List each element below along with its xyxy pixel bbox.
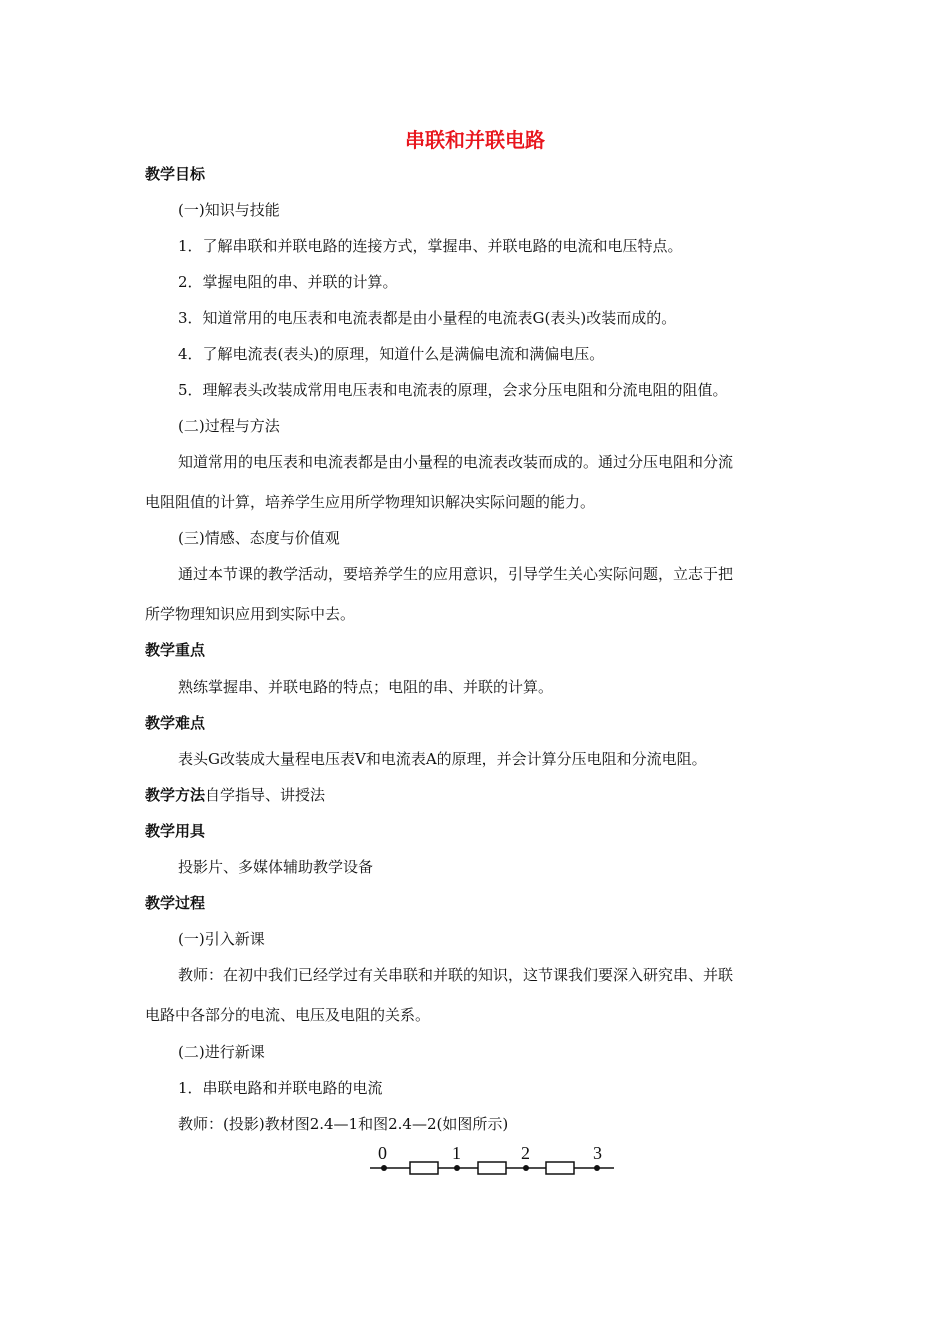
emotion-paragraph-line: 所学物理知识应用到实际中去。 <box>145 605 356 623</box>
resistor-symbol <box>546 1162 574 1174</box>
node-dot <box>381 1165 387 1171</box>
knowledge-item: 2．掌握电阻的串、并联的计算。 <box>178 273 398 291</box>
difficulty-heading: 教学难点 <box>145 714 206 732</box>
process-heading: (二)过程与方法 <box>178 417 280 435</box>
emotion-heading: (三)情感、态度与价值观 <box>178 529 340 547</box>
method-text: 自学指导、讲授法 <box>205 786 326 804</box>
series-circuit-figure <box>360 1140 620 1180</box>
emotion-paragraph-line: 通过本节课的教学活动，要培养学生的应用意识，引导学生关心实际问题，立志于把 <box>178 565 734 583</box>
objectives-heading: 教学目标 <box>145 165 206 183</box>
knowledge-item: 1．了解串联和并联电路的连接方式，掌握串、并联电路的电流和电压特点。 <box>178 237 683 255</box>
knowledge-item: 3．知道常用的电压表和电流表都是由小量程的电流表G(表头)改装而成的。 <box>178 309 677 327</box>
node-dot <box>594 1165 600 1171</box>
process-paragraph-line: 知道常用的电压表和电流表都是由小量程的电流表改装而成的。通过分压电阻和分流 <box>178 453 734 471</box>
node-label: 3 <box>593 1143 602 1163</box>
course-heading: 教学过程 <box>145 894 206 912</box>
knowledge-item: 4．了解电流表(表头)的原理，知道什么是满偏电流和满偏电压。 <box>178 345 605 363</box>
process-paragraph-line: 电阻阻值的计算，培养学生应用所学物理知识解决实际问题的能力。 <box>145 493 596 511</box>
node-dot <box>523 1165 529 1171</box>
teacher-line: 教师：(投影)教材图2.4—1和图2.4—2(如图所示) <box>178 1115 509 1133</box>
knowledge-heading: (一)知识与技能 <box>178 201 280 219</box>
tools-text: 投影片、多媒体辅助教学设备 <box>178 858 374 876</box>
difficulty-text: 表头G改装成大量程电压表V和电流表A的原理，并会计算分压电阻和分流电阻。 <box>178 750 707 768</box>
method-heading: 教学方法 <box>145 786 206 804</box>
intro-heading: (一)引入新课 <box>178 930 265 948</box>
node-dot <box>454 1165 460 1171</box>
key-text: 熟练掌握串、并联电路的特点；电阻的串、并联的计算。 <box>178 678 554 696</box>
tools-heading: 教学用具 <box>145 822 206 840</box>
node-label: 1 <box>452 1143 461 1163</box>
resistor-symbol <box>410 1162 438 1174</box>
new-lesson-heading: (二)进行新课 <box>178 1043 265 1061</box>
node-label: 0 <box>378 1143 387 1163</box>
page-title: 串联和并联电路 <box>405 128 545 152</box>
new-lesson-item: 1．串联电路和并联电路的电流 <box>178 1079 383 1097</box>
node-label: 2 <box>521 1143 530 1163</box>
resistor-symbol <box>478 1162 506 1174</box>
intro-paragraph-line: 教师：在初中我们已经学过有关串联和并联的知识，这节课我们要深入研究串、并联 <box>178 966 734 984</box>
intro-paragraph-line: 电路中各部分的电流、电压及电阻的关系。 <box>145 1006 431 1024</box>
key-heading: 教学重点 <box>145 641 206 659</box>
knowledge-item: 5．理解表头改装成常用电压表和电流表的原理，会求分压电阻和分流电阻的阻值。 <box>178 381 728 399</box>
method-line <box>145 785 325 805</box>
